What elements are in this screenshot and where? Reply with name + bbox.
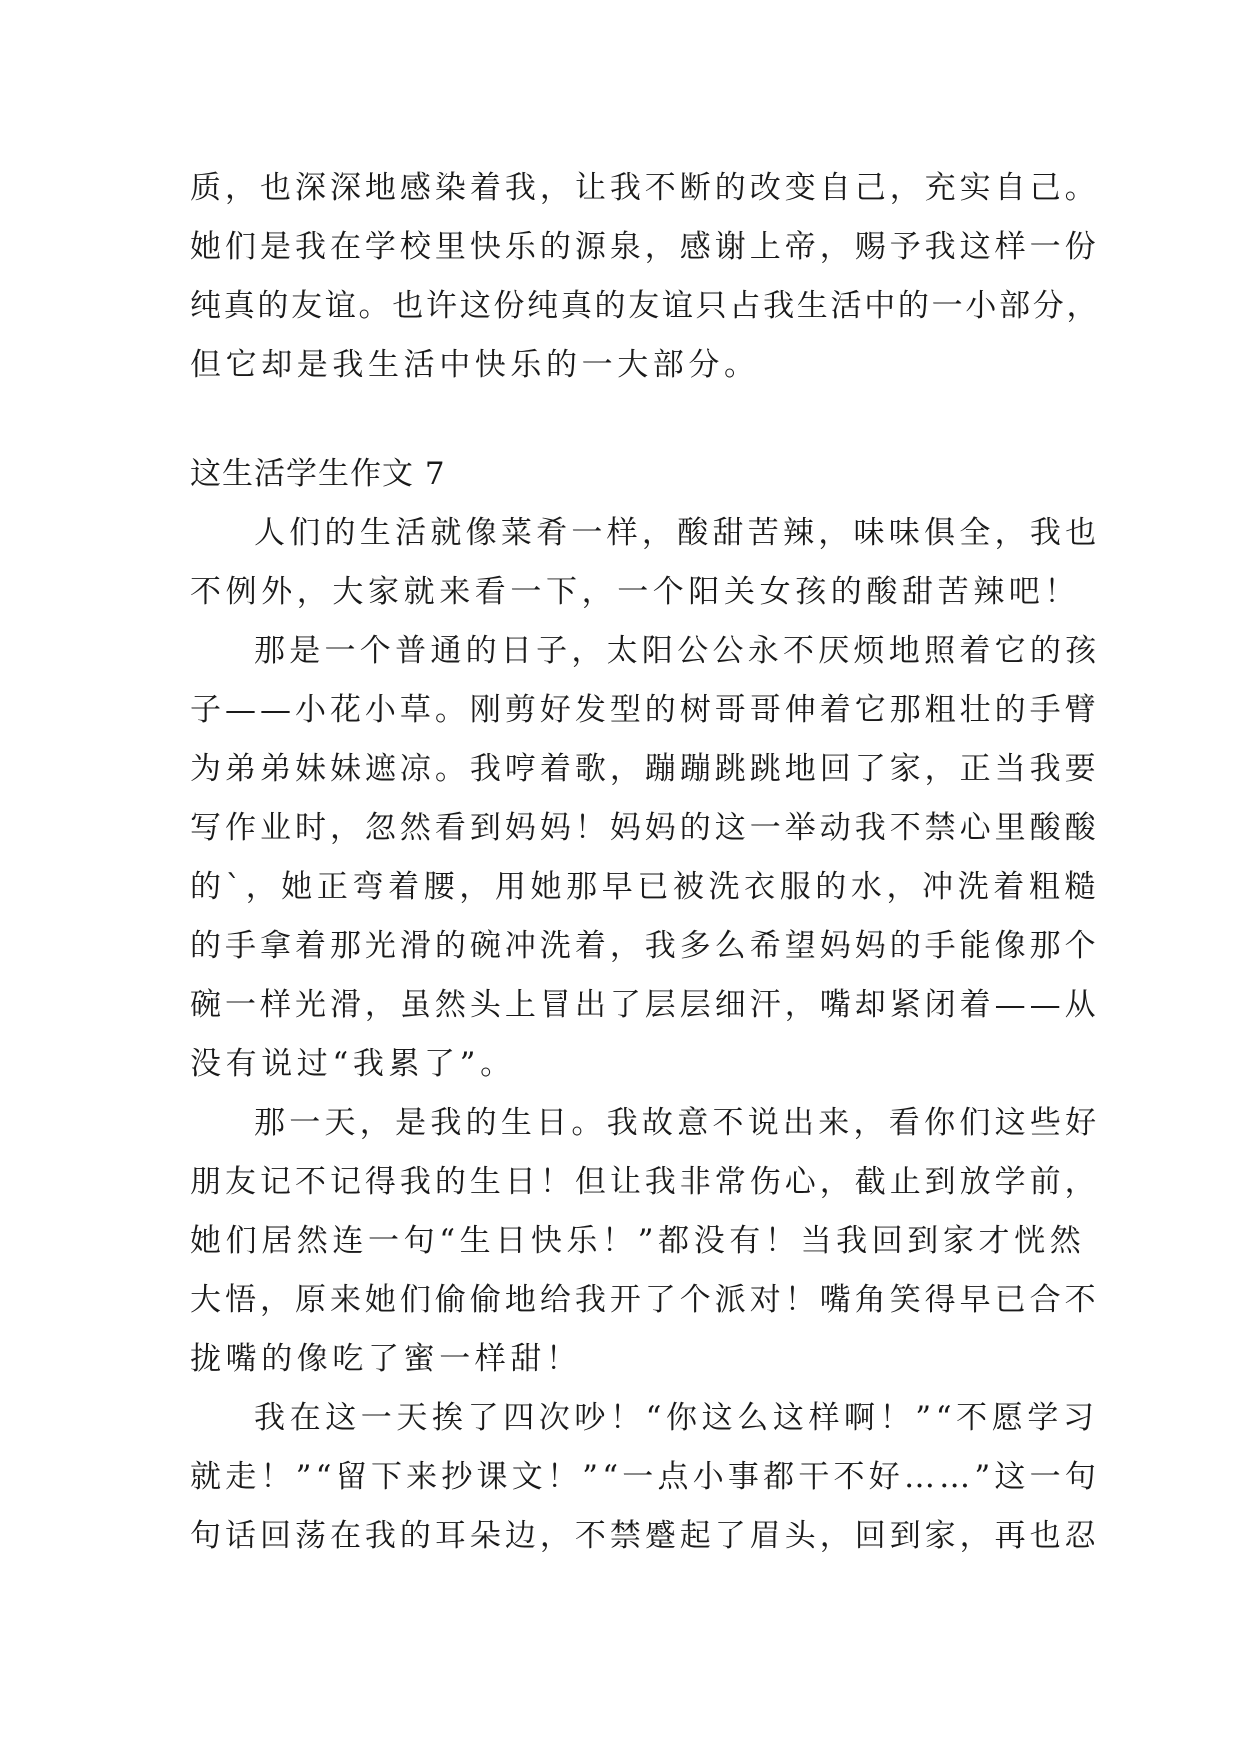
text-line: 拢嘴的像吃了蜜一样甜！ — [190, 1341, 582, 1377]
paragraph-first-line: 那一天，是我的生日。我故意不说出来，看你们这些好 — [254, 1105, 1101, 1141]
text-line: 质，也深深地感染着我，让我不断的改变自己，充实自己。 — [190, 170, 1100, 206]
text-line: 句话回荡在我的耳朵边，不禁蹙起了眉头，回到家，再也忍 — [190, 1518, 1100, 1554]
section-heading: 这生活学生作文 7 — [190, 456, 446, 492]
text-line: 碗一样光滑，虽然头上冒出了层层细汗，嘴却紧闭着——从 — [190, 987, 1100, 1023]
text-line: 子——小花小草。刚剪好发型的树哥哥伸着它那粗壮的手臂 — [190, 692, 1100, 728]
text-line: 的`，她正弯着腰，用她那早已被洗衣服的水，冲洗着粗糙 — [190, 869, 1101, 905]
text-line: 写作业时，忽然看到妈妈！妈妈的这一举动我不禁心里酸酸 — [190, 810, 1100, 846]
text-line: 她们是我在学校里快乐的源泉，感谢上帝，赐予我这样一份 — [190, 229, 1100, 265]
text-line: 但它却是我生活中快乐的一大部分。 — [190, 347, 760, 383]
text-line: 为弟弟妹妹遮凉。我哼着歌，蹦蹦跳跳地回了家，正当我要 — [190, 751, 1100, 787]
text-line: 的手拿着那光滑的碗冲洗着，我多么希望妈妈的手能像那个 — [190, 928, 1100, 964]
text-line: 就走！”“留下来抄课文！”“一点小事都干不好……”这一句 — [190, 1459, 1101, 1495]
text-line: 不例外，大家就来看一下，一个阳关女孩的酸甜苦辣吧！ — [190, 574, 1080, 610]
paragraph-first-line: 人们的生活就像菜肴一样，酸甜苦辣，味味俱全，我也 — [254, 515, 1101, 551]
text-line: 朋友记不记得我的生日！但让我非常伤心，截止到放学前， — [190, 1164, 1100, 1200]
text-line: 大悟，原来她们偷偷地给我开了个派对！嘴角笑得早已合不 — [190, 1282, 1100, 1318]
paragraph-first-line: 我在这一天挨了四次吵！“你这么这样啊！”“不愿学习 — [254, 1400, 1099, 1436]
paragraph-first-line: 那是一个普通的日子，太阳公公永不厌烦地照着它的孩 — [254, 633, 1101, 669]
text-line: 没有说过“我累了”。 — [190, 1046, 516, 1082]
text-line: 她们居然连一句“生日快乐！”都没有！当我回到家才恍然 — [190, 1223, 1086, 1259]
text-line: 纯真的友谊。也许这份纯真的友谊只占我生活中的一小部分， — [190, 288, 1101, 324]
